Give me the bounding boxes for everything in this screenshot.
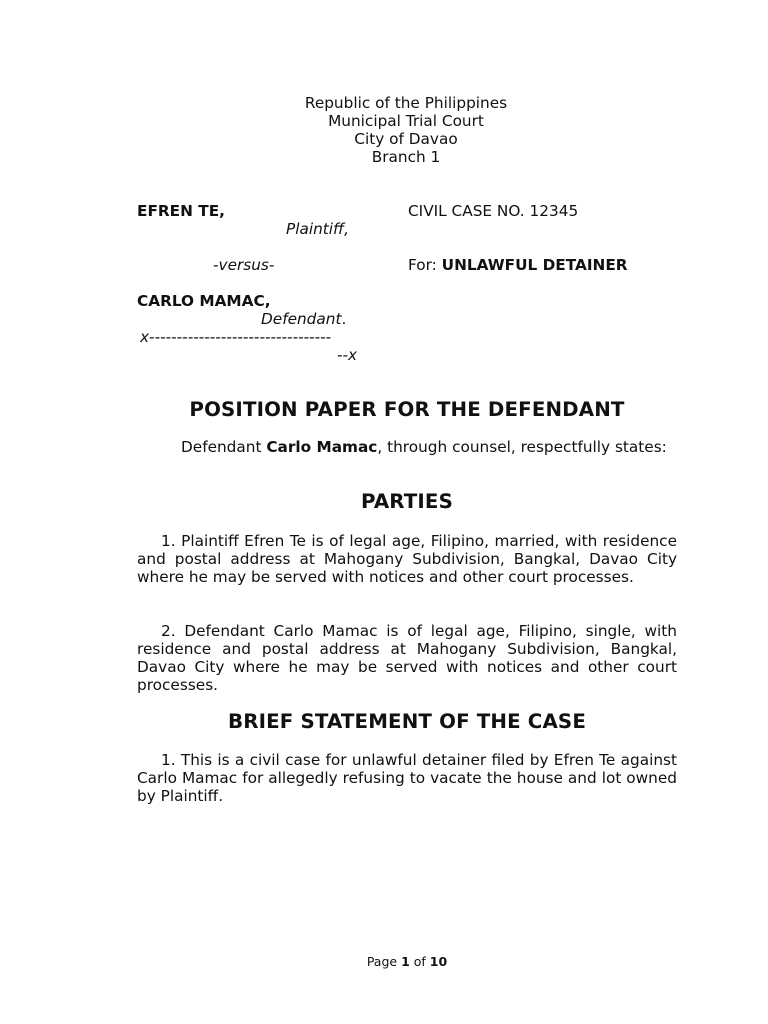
case-nature-label: For: xyxy=(408,256,442,274)
header-court: Municipal Trial Court xyxy=(328,112,484,130)
page-footer xyxy=(0,954,768,969)
page-total: 10 xyxy=(429,954,448,969)
document-title: POSITION PAPER FOR THE DEFENDANT xyxy=(189,398,625,421)
brief-statement-paragraph-1: 1. This is a civil case for unlawful detainer filed by Efren Te against Carlo Mamac for allegedly refusing to vacate the house and lot owned by Plaintiff. xyxy=(137,751,677,805)
intro-text-after: , through counsel, respectfully states: xyxy=(377,438,667,456)
case-nature-value: UNLAWFUL DETAINER xyxy=(441,256,628,274)
header-city: City of Davao xyxy=(354,130,458,148)
parties-paragraph-2: 2. Defendant Carlo Mamac is of legal age, Filipino, single, with residence and postal address at Mahogany Subdivision, Bangkal, Davao City where he may be served with notices and other court processes. xyxy=(137,622,677,694)
plaintiff-role: Plaintiff, xyxy=(286,220,349,238)
brief-statement-heading: BRIEF STATEMENT OF THE CASE xyxy=(228,710,586,733)
defendant-role-text: Defendant xyxy=(261,310,342,328)
plaintiff-name: EFREN TE, xyxy=(137,202,225,220)
intro-defendant-name: Carlo Mamac xyxy=(266,438,378,456)
case-nature xyxy=(408,256,628,274)
header-republic: Republic of the Philippines xyxy=(304,94,508,112)
versus-label: -versus- xyxy=(213,256,275,274)
parties-heading: PARTIES xyxy=(361,490,453,513)
court-header xyxy=(0,94,768,166)
page-of: of xyxy=(409,954,430,969)
intro-paragraph xyxy=(137,438,677,456)
caption-separator-bottom: --x xyxy=(337,346,358,364)
page-label: Page xyxy=(366,954,402,969)
caption-separator-top: x--------------------------------- xyxy=(140,328,332,346)
intro-text-before: Defendant xyxy=(181,438,267,456)
case-number: CIVIL CASE NO. 12345 xyxy=(408,202,579,220)
header-branch: Branch 1 xyxy=(371,148,441,166)
parties-paragraph-1: 1. Plaintiff Efren Te is of legal age, Filipino, married, with residence and postal address at Mahogany Subdivision, Bangkal, Davao City where he may be served with notices and other court processes. xyxy=(137,532,677,586)
page-current: 1 xyxy=(401,954,410,969)
defendant-role xyxy=(261,310,346,328)
defendant-name: CARLO MAMAC, xyxy=(137,292,271,310)
defendant-role-period: . xyxy=(341,310,347,328)
